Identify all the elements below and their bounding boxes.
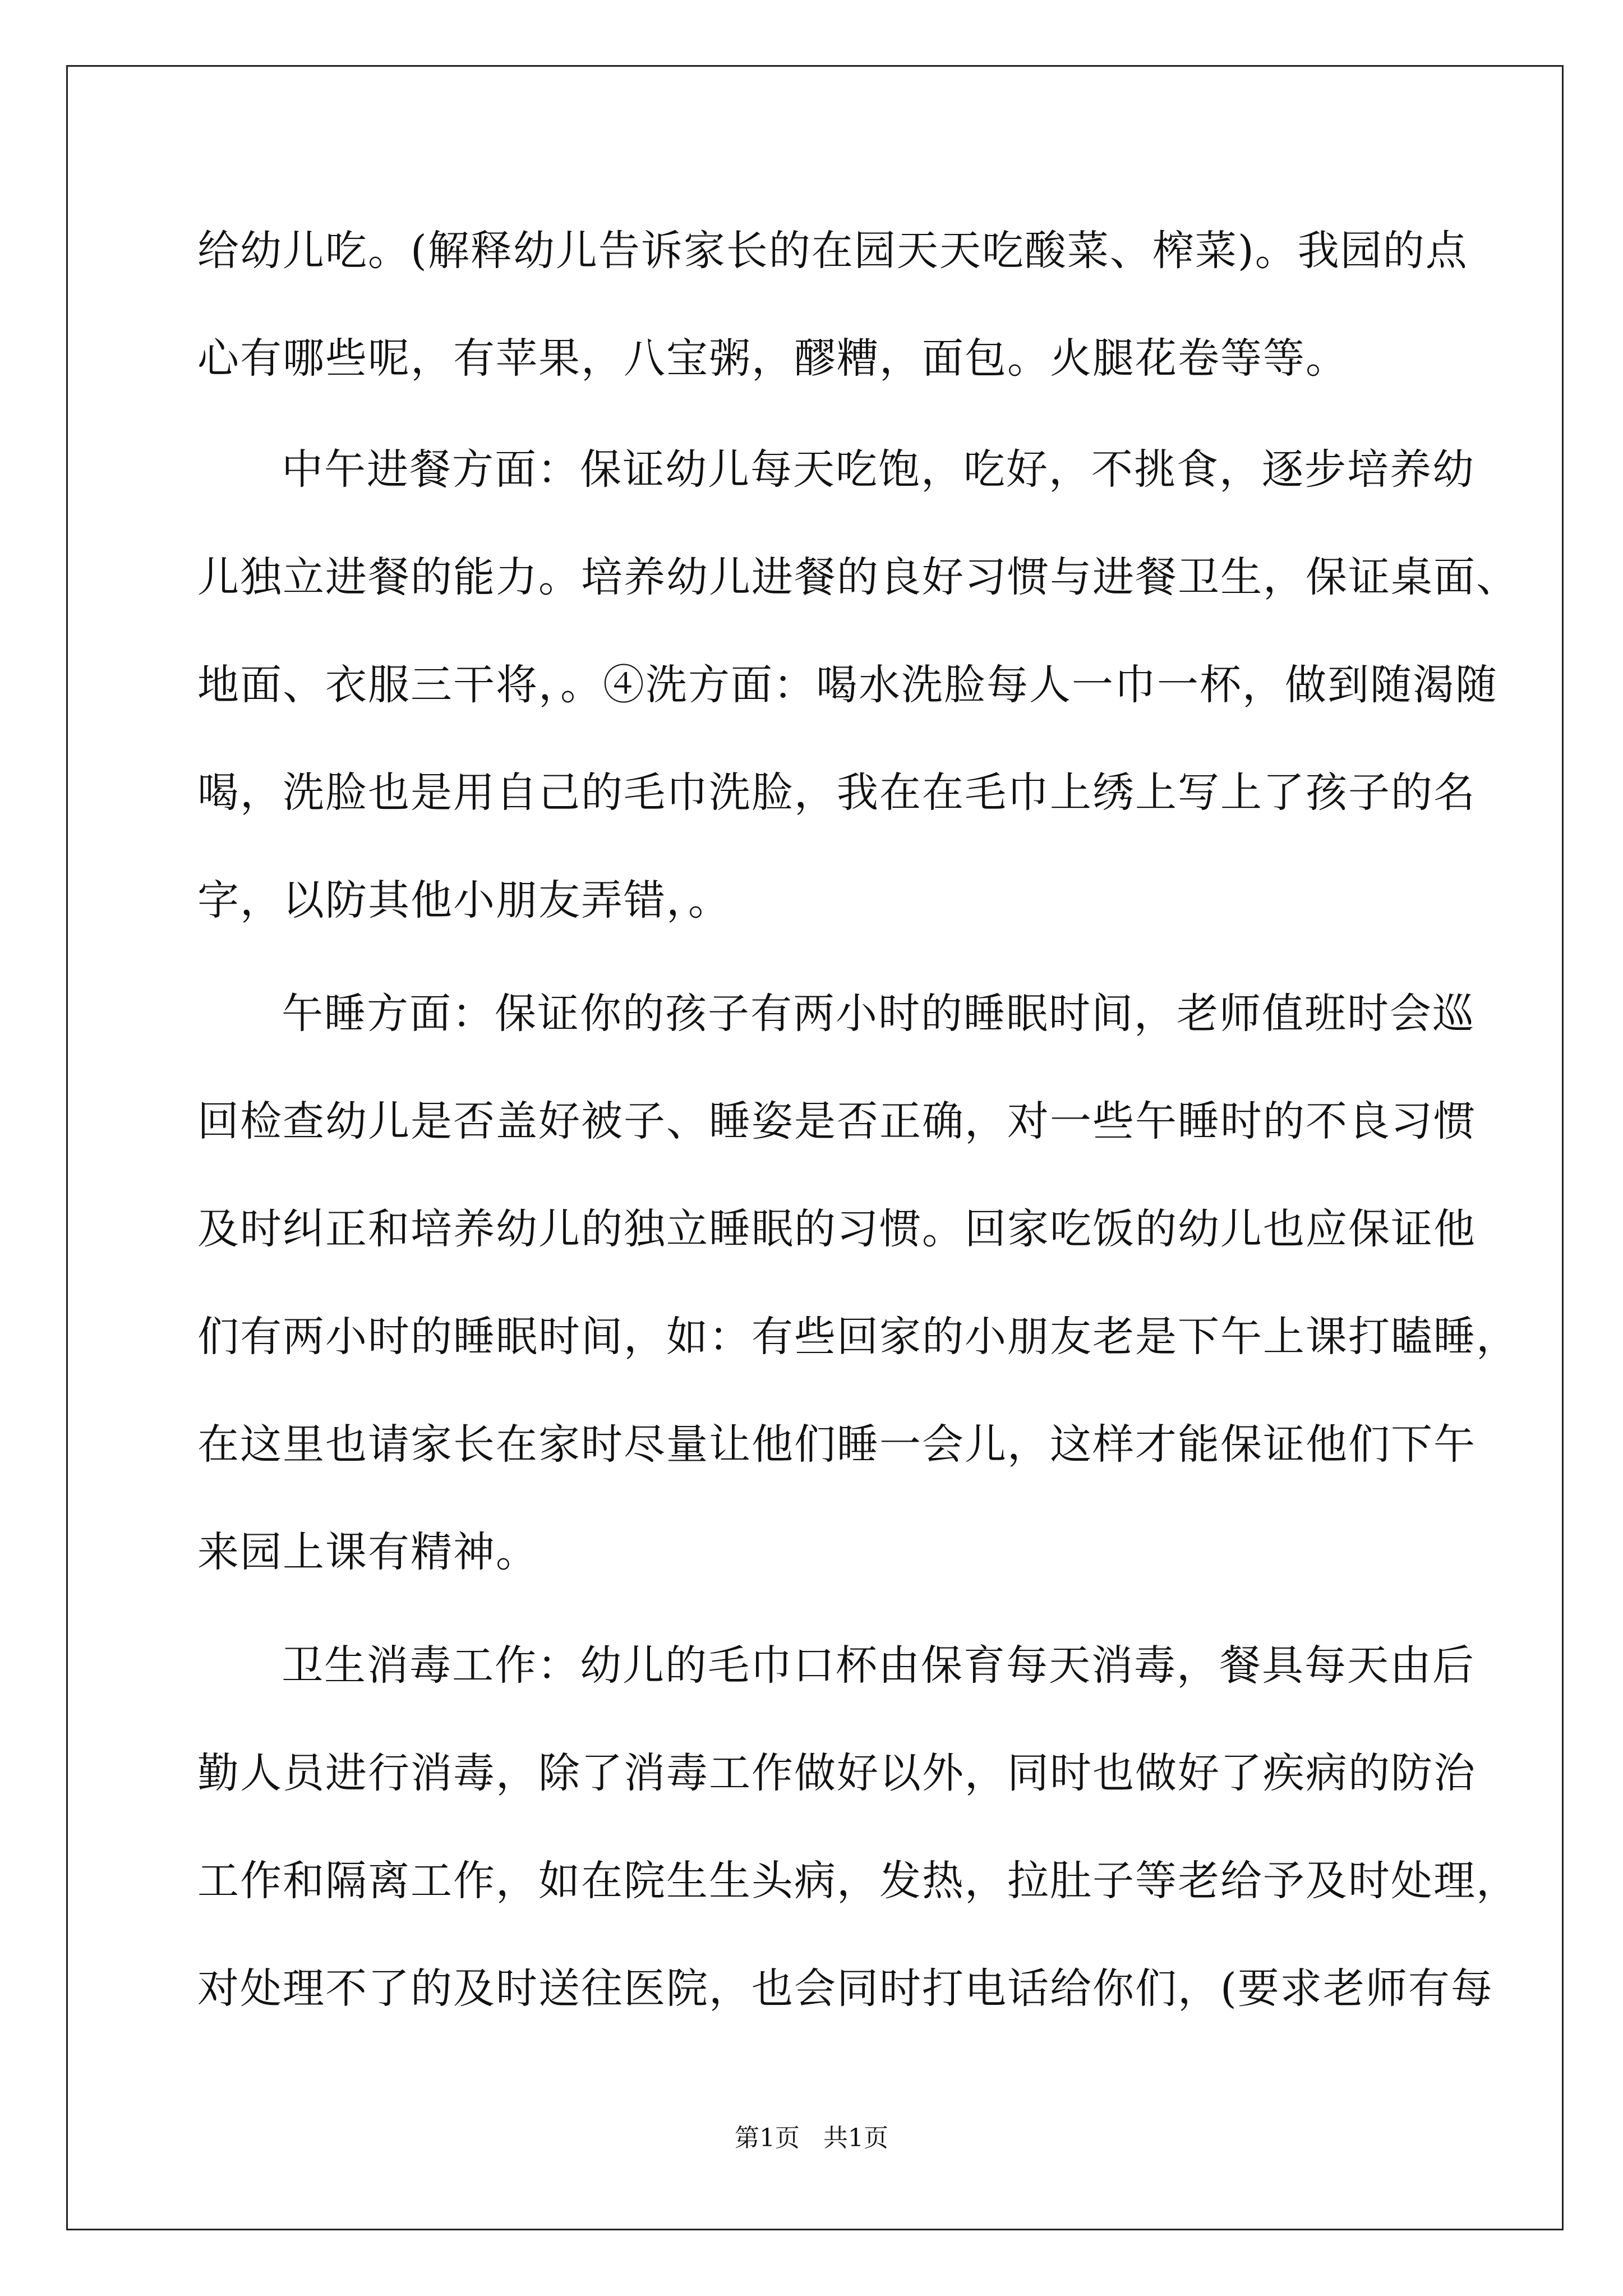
text-line: 工作和隔离工作，如在院生生头病，发热，拉肚子等老给予及时处理， <box>197 1857 1519 1905</box>
text-line: 儿独立进餐的能力。培养幼儿进餐的良好习惯与进餐卫生，保证桌面、 <box>197 553 1519 601</box>
text-line: 在这里也请家长在家时尽量让他们睡一会儿，这样才能保证他们下午 <box>197 1420 1476 1469</box>
paragraph-start-line: 卫生消毒工作：幼儿的毛巾口杯由保育每天消毒，餐具每天由后 <box>282 1641 1475 1690</box>
paragraph-start-line: 午睡方面：保证你的孩子有两小时的睡眠时间，老师值班时会巡 <box>282 990 1475 1038</box>
text-line: 对处理不了的及时送往医院，也会同时打电话给你们，(要求老师有每 <box>197 1964 1493 2013</box>
text-line: 喝，洗脸也是用自己的毛巾洗脸，我在在毛巾上绣上写上了孩子的名 <box>197 769 1476 817</box>
paragraph-start-line: 中午进餐方面：保证幼儿每天吃饱，吃好，不挑食，逐步培养幼 <box>282 445 1475 494</box>
text-line: 们有两小时的睡眠时间，如：有些回家的小朋友老是下午上课打瞌睡， <box>197 1313 1519 1361</box>
page-footer: 第1页 共1页 <box>735 2124 888 2152</box>
text-line: 来园上课有精神。 <box>197 1528 538 1576</box>
text-line: 回检查幼儿是否盖好被子、睡姿是否正确，对一些午睡时的不良习惯 <box>197 1097 1476 1145</box>
text-line: 及时纠正和培养幼儿的独立睡眠的习惯。回家吃饭的幼儿也应保证他 <box>197 1205 1476 1253</box>
text-line: 地面、衣服三干将，。④洗方面：喝水洗脸每人一巾一杯，做到随渴随 <box>197 661 1498 709</box>
text-line: 字，以防其他小朋友弄错，。 <box>197 876 731 924</box>
text-line: 勤人员进行消毒，除了消毒工作做好以外，同时也做好了疾病的防治 <box>197 1749 1476 1797</box>
page-border <box>66 65 1564 2230</box>
text-line: 心有哪些呢，有苹果，八宝粥，醪糟，面包。火腿花卷等等。 <box>197 334 1348 383</box>
text-line: 给幼儿吃。(解释幼儿告诉家长的在园天天吃酸菜、榨菜)。我园的点 <box>197 227 1468 275</box>
